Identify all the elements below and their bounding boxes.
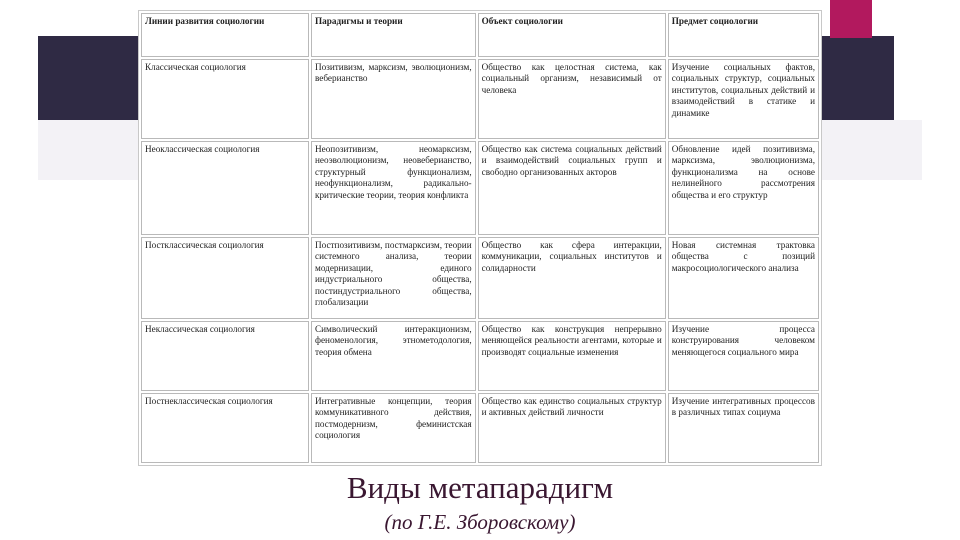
background-decor-right-light <box>822 120 922 180</box>
table-cell: Неклассическая социология <box>141 321 309 391</box>
table-cell: Изучение социальных фактов, социальных структур, социальных институтов, социальных действий и взаимодействий в статике и динамике <box>668 59 819 139</box>
header-subject: Предмет социологии <box>668 13 819 57</box>
table-cell: Новая системная трактовка общества с позиций макросоциологического анализа <box>668 237 819 319</box>
background-decor-left <box>38 36 138 120</box>
background-decor-left-light <box>38 120 138 180</box>
table-cell: Постклассическая социология <box>141 237 309 319</box>
table-cell: Общество как целостная система, как социальный организм, независимый от человека <box>478 59 666 139</box>
slide-title: Виды метапарадигм <box>346 470 614 505</box>
header-paradigms: Парадигмы и теории <box>311 13 476 57</box>
table-cell: Интегративные концепции, теория коммуникативного действия, постмодернизм, феминистская социология <box>311 393 476 463</box>
table-row <box>141 237 819 319</box>
table-cell: Символический интеракционизм, феноменология, этнометодология, теория обмена <box>311 321 476 391</box>
background-decor-right <box>822 36 894 120</box>
table-header-row <box>141 13 819 57</box>
paradigms-table <box>139 11 821 465</box>
table-row <box>141 141 819 235</box>
table-cell: Обновление идей позитивизма, марксизма, эволюционизма, функционализма на основе нелинейного рассмотрения общества и его структур <box>668 141 819 235</box>
table-cell: Общество как конструкция непрерывно меняющейся реальности агентами, которые и производят социальные изменения <box>478 321 666 391</box>
table-cell: Позитивизм, марксизм, эволюционизм, веберианство <box>311 59 476 139</box>
table-cell: Изучение процесса конструирования человеком меняющегося социального мира <box>668 321 819 391</box>
table-cell: Общество как сфера интеракции, коммуникации, социальных институтов и солидарности <box>478 237 666 319</box>
table-row <box>141 59 819 139</box>
table-cell: Неопозитивизм, неомарксизм, неоэволюционизм, неовеберианство, структурный функционализм, неофункционализм, радикально-критические теории, теория конфликта <box>311 141 476 235</box>
table-cell: Изучение интегративных процессов в различных типах социума <box>668 393 819 463</box>
table-cell: Общество как система социальных действий и взаимодействий социальных групп и свободно организованных акторов <box>478 141 666 235</box>
table-cell: Общество как единство социальных структур и активных действий личности <box>478 393 666 463</box>
slide-subtitle: (по Г.Е. Зборовскому) <box>384 510 576 534</box>
table-cell: Постнеклассическая социология <box>141 393 309 463</box>
table-cell: Постпозитивизм, постмарксизм, теории системного анализа, теории модернизации, единого индустриального общества, постиндустриального общества, глобализации <box>311 237 476 319</box>
table-cell: Неоклассическая социология <box>141 141 309 235</box>
background-decor-pink <box>830 0 872 38</box>
table-row <box>141 393 819 463</box>
table-row <box>141 321 819 391</box>
table-cell: Классическая социология <box>141 59 309 139</box>
paradigms-table-image <box>138 10 822 466</box>
header-object: Объект социологии <box>478 13 666 57</box>
header-lines: Линии развития социологии <box>141 13 309 57</box>
